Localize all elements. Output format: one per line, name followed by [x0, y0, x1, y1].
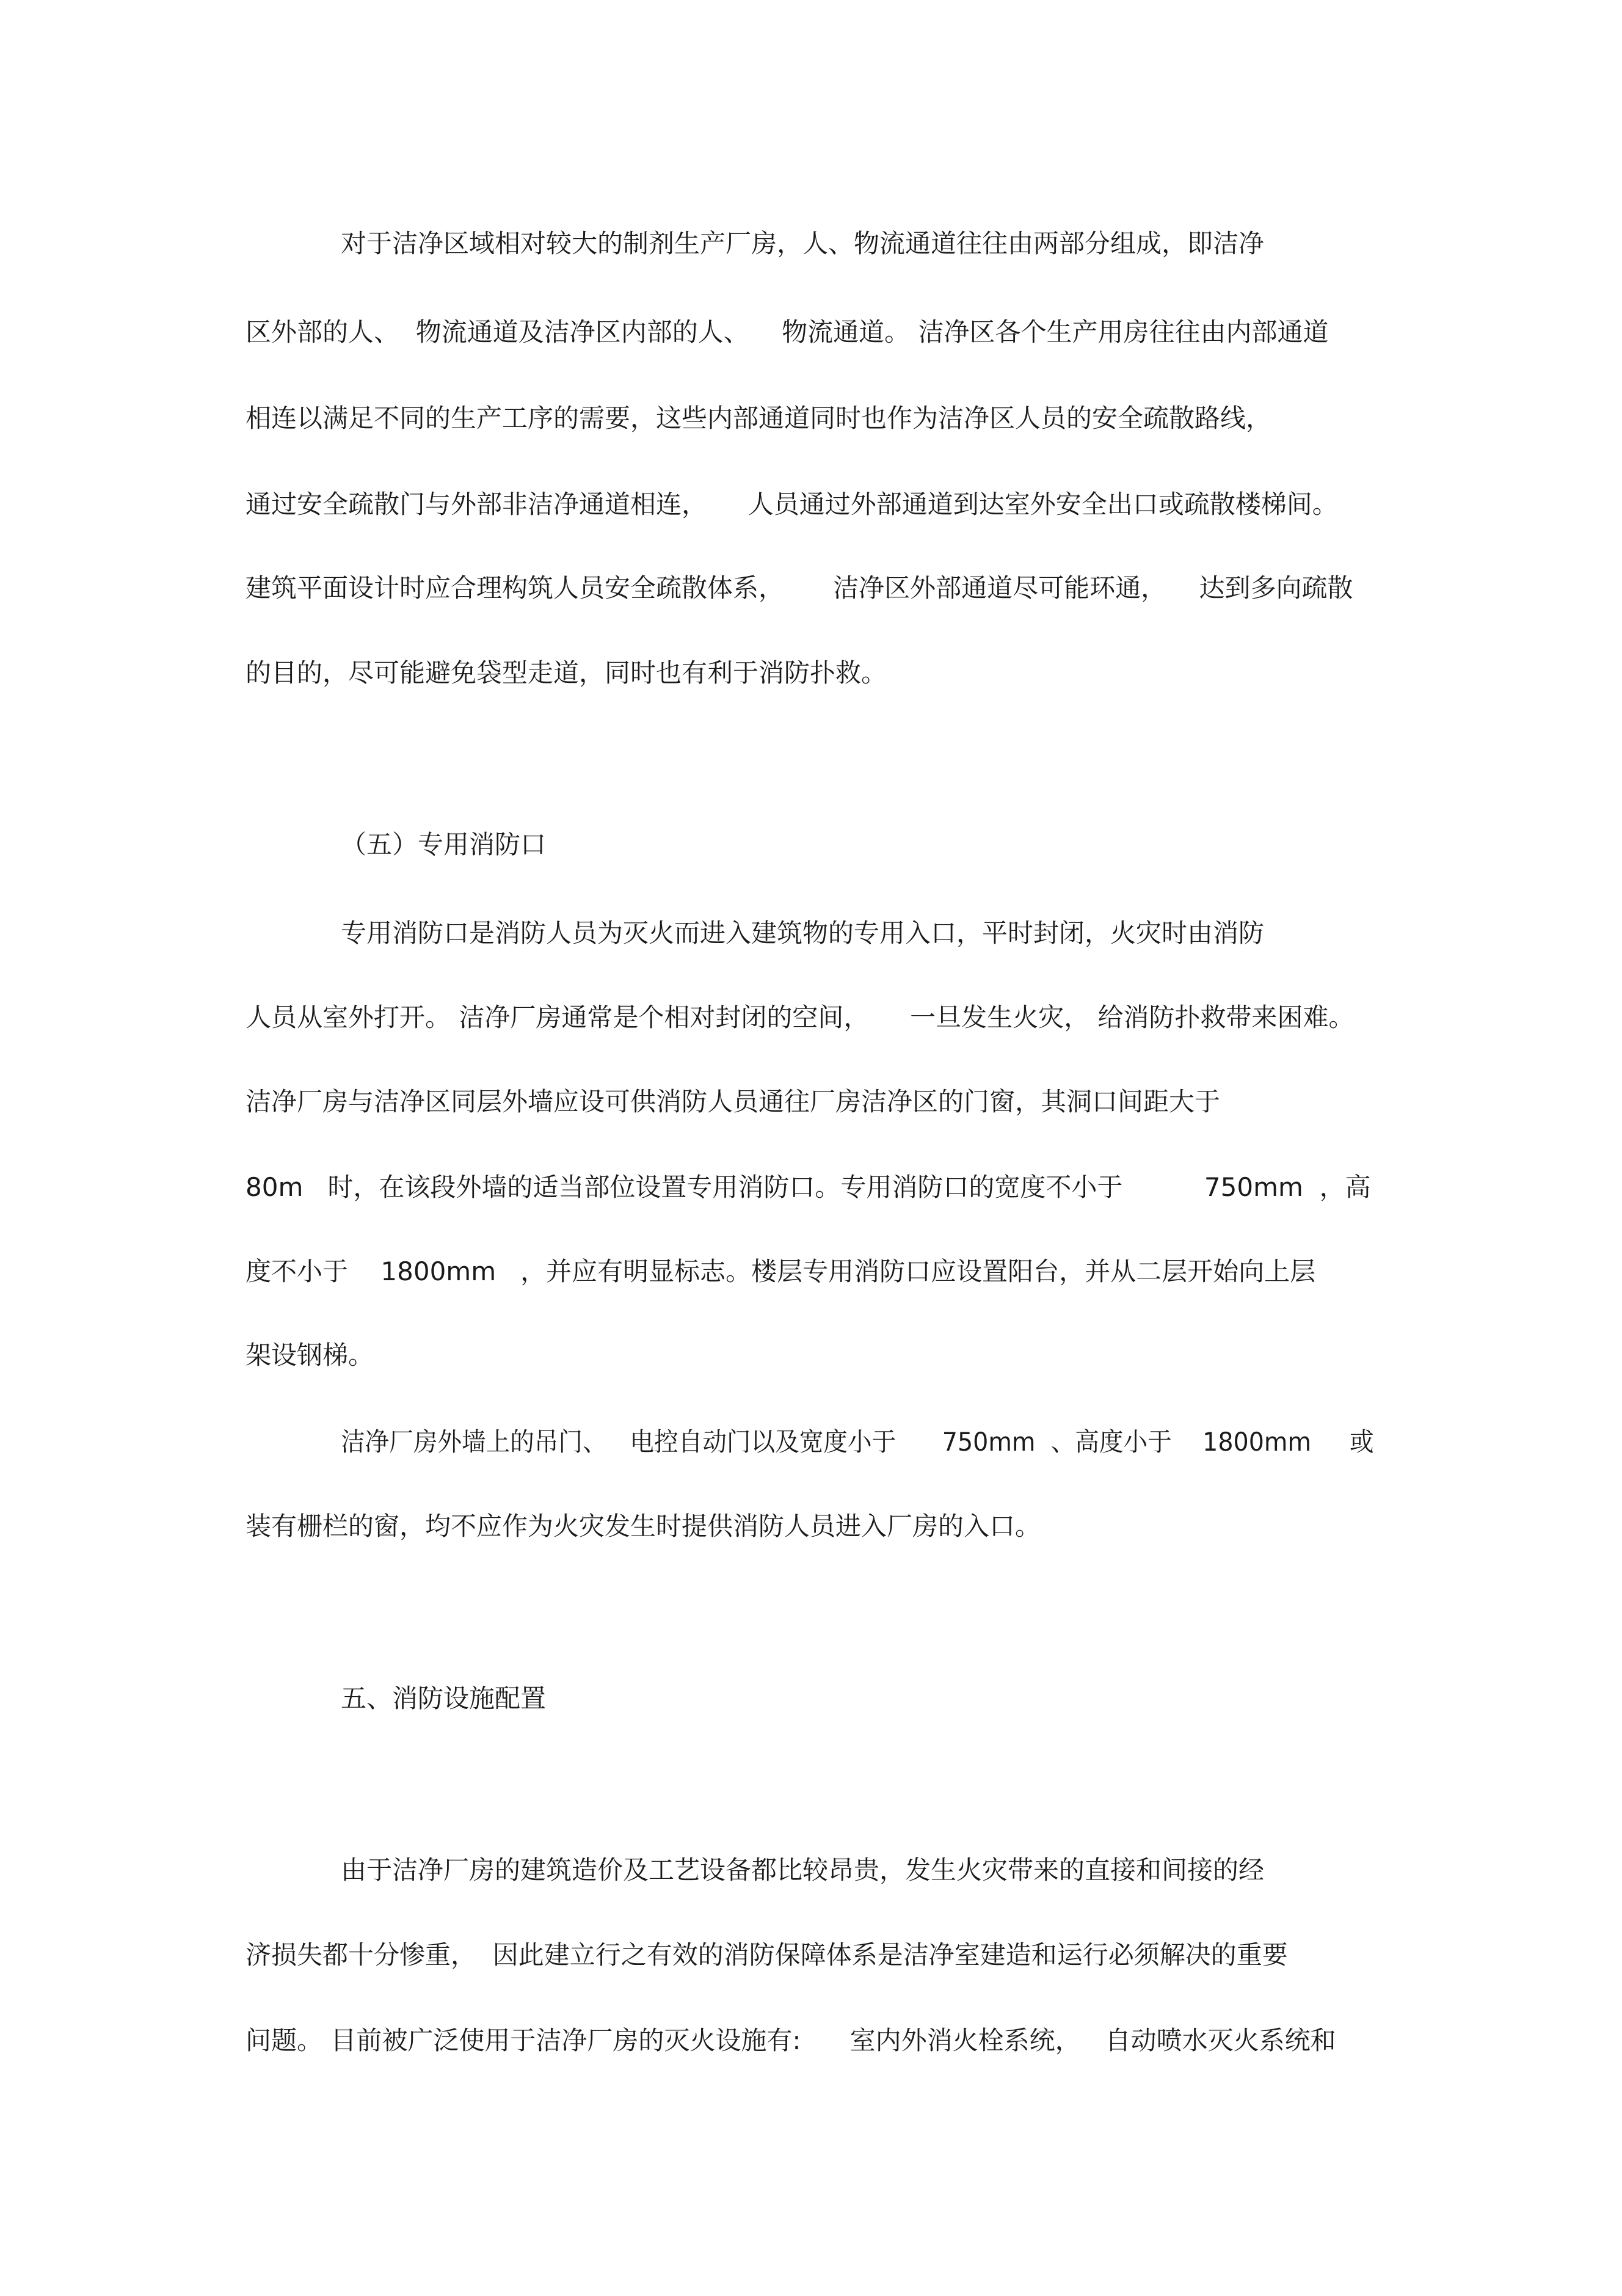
paragraph-4-line-2: 济损失都十分惨重， 因此建立行之有效的消防保障体系是洁净室建造和运行必须解决的重要 — [245, 1940, 1288, 1970]
paragraph-3-line-1: 洁净厂房外墙上的吊门、 电控自动门以及宽度小于 750mm 、高度小于 1800mm 或 — [341, 1427, 1374, 1457]
paragraph-3-line-2: 装有栅栏的窗，均不应作为火灾发生时提供消防人员进入厂房的入口。 — [245, 1511, 1041, 1541]
paragraph-1-line-1: 对于洁净区域相对较大的制剂生产厂房，人、物流通道往往由两部分组成，即洁净 — [341, 228, 1265, 258]
paragraph-1-line-5: 建筑平面设计时应合理构筑人员安全疏散体系， 洁净区外部通道尽可能环通， 达到多向疏散 — [245, 573, 1353, 603]
subsection-heading: （五）专用消防口 — [341, 829, 547, 859]
paragraph-2-line-3: 洁净厂房与洁净区同层外墙应设可供消防人员通往厂房洁净区的门窗，其洞口间距大于 — [245, 1087, 1221, 1117]
paragraph-1-line-4: 通过安全疏散门与外部非洁净通道相连， 人员通过外部通道到达室外安全出口或疏散楼梯间。 — [245, 489, 1338, 519]
paragraph-4-line-3: 问题。 目前被广泛使用于洁净厂房的灭火设施有: 室内外消火栓系统， 自动喷水灭火系统和 — [245, 2025, 1336, 2055]
paragraph-1-line-2: 区外部的人、 物流通道及洁净区内部的人、 物流通道。 洁净区各个生产用房往往由内部通道 — [245, 317, 1329, 347]
paragraph-4-line-1: 由于洁净厂房的建筑造价及工艺设备都比较昂贵，发生火灾带来的直接和间接的经 — [341, 1855, 1265, 1885]
paragraph-1-line-3: 相连以满足不同的生产工序的需要，这些内部通道同时也作为洁净区人员的安全疏散路线， — [245, 403, 1272, 433]
section-heading: 五、消防设施配置 — [341, 1683, 547, 1713]
paragraph-1-line-6: 的目的，尽可能避免袋型走道，同时也有利于消防扑救。 — [245, 658, 887, 688]
paragraph-2-line-6: 架设钢梯。 — [245, 1340, 374, 1370]
paragraph-2-line-4: 80m 时，在该段外墙的适当部位设置专用消防口。专用消防口的宽度不小于 750mm ，高 — [245, 1172, 1371, 1202]
paragraph-2-line-5: 度不小于 1800mm ，并应有明显标志。楼层专用消防口应设置阳台，并从二层开始向上层 — [245, 1256, 1316, 1286]
paragraph-2-line-1: 专用消防口是消防人员为灭火而进入建筑物的专用入口，平时封闭，火灾时由消防 — [341, 918, 1265, 948]
paragraph-2-line-2: 人员从室外打开。 洁净厂房通常是个相对封闭的空间， 一旦发生火灾， 给消防扑救带来困难。 — [245, 1002, 1355, 1032]
